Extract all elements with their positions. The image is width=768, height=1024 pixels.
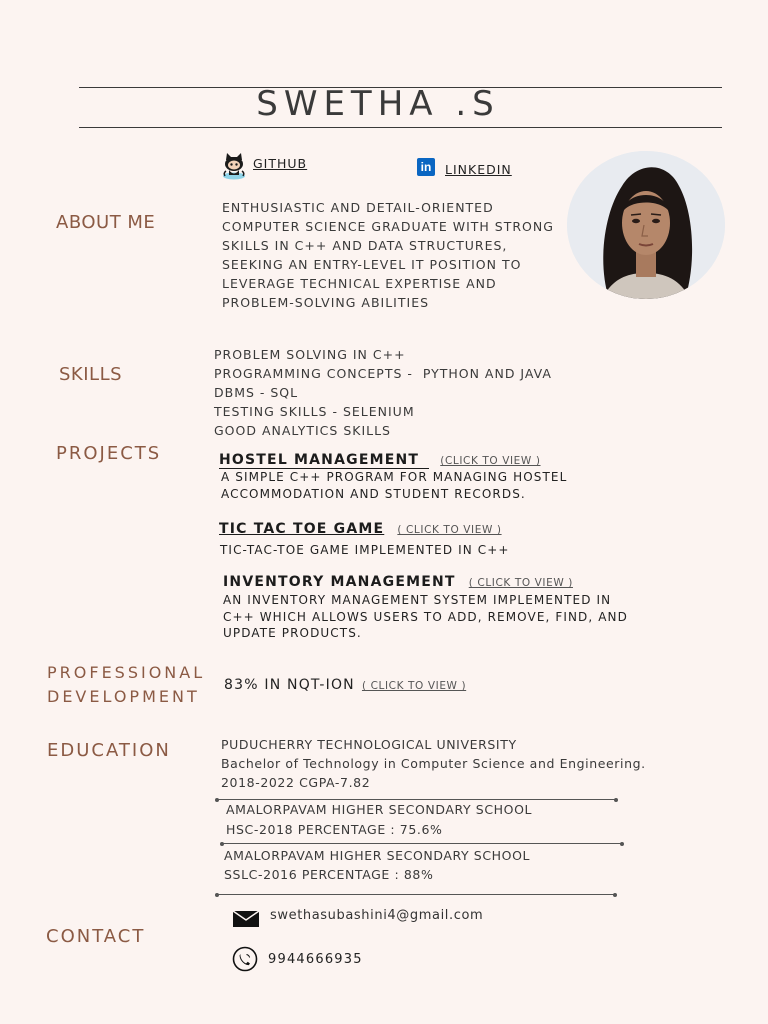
envelope-icon [232, 908, 260, 928]
about-text [222, 198, 554, 312]
project-inventory-title: INVENTORY MANAGEMENT [223, 574, 456, 590]
education-sslc [224, 846, 530, 884]
education-divider [222, 843, 622, 844]
professional-entry [224, 674, 466, 693]
professional-title-line: DEVELOPMENT [47, 687, 200, 706]
project-tictactoe-desc [220, 542, 510, 559]
skill-item: DBMS - SQL [214, 385, 299, 400]
linkedin-link[interactable] [417, 157, 512, 177]
project-desc-line: ACCOMMODATION AND STUDENT RECORDS. [221, 486, 526, 501]
professional-text: 83% IN NQT-ION [224, 677, 355, 693]
about-line: SEEKING AN ENTRY-LEVEL IT POSITION TO [222, 257, 522, 272]
skill-item: GOOD ANALYTICS SKILLS [214, 423, 391, 438]
project-tictactoe-link[interactable]: ( CLICK TO VIEW ) [397, 524, 502, 536]
skills-list [214, 345, 552, 440]
project-hostel [219, 449, 541, 468]
project-desc-line: C++ WHICH ALLOWS USERS TO ADD, REMOVE, FIND, AND [223, 609, 628, 624]
phone-icon [232, 946, 258, 972]
hsc-school: AMALORPAVAM HIGHER SECONDARY SCHOOL [226, 802, 533, 817]
degree-name: Bachelor of Technology in Computer Science and Engineering. [221, 756, 646, 771]
project-desc-line: UPDATE PRODUCTS. [223, 626, 362, 640]
sslc-school: AMALORPAVAM HIGHER SECONDARY SCHOOL [224, 848, 531, 863]
project-hostel-title: HOSTEL MANAGEMENT [219, 452, 429, 469]
github-link[interactable] [219, 149, 307, 181]
skill-item: PROBLEM SOLVING IN C++ [214, 347, 406, 362]
education-university [221, 735, 646, 792]
professional-title-line: PROFESSIONAL [47, 663, 206, 682]
projects-title: PROJECTS [56, 443, 162, 464]
about-title: ABOUT ME [56, 212, 156, 233]
skill-item: TESTING SKILLS - SELENIUM [214, 404, 415, 419]
project-inventory-desc [223, 592, 628, 642]
skills-title: SKILLS [59, 364, 123, 385]
project-desc-line: TIC-TAC-TOE GAME IMPLEMENTED IN C++ [220, 543, 510, 557]
email-address[interactable]: swethasubashini4@gmail.com [270, 907, 484, 923]
sslc-score: SSLC-2016 PERCENTAGE : 88% [224, 867, 434, 882]
professional-title [47, 661, 205, 709]
linkedin-icon: in [417, 158, 435, 176]
about-line: PROBLEM-SOLVING ABILITIES [222, 295, 430, 310]
project-desc-line: AN INVENTORY MANAGEMENT SYSTEM IMPLEMENTED IN [223, 593, 612, 607]
hsc-score: HSC-2018 PERCENTAGE : 75.6% [226, 822, 443, 837]
education-hsc [226, 800, 532, 839]
education-divider [217, 894, 615, 895]
project-desc-line: A SIMPLE C++ PROGRAM FOR MANAGING HOSTEL [221, 470, 568, 484]
profile-photo [567, 151, 725, 299]
education-title: EDUCATION [47, 740, 171, 761]
project-inventory-link[interactable]: ( CLICK TO VIEW ) [468, 577, 573, 589]
header-bottom-rule [79, 127, 722, 128]
about-line: ENTHUSIASTIC AND DETAIL-ORIENTED [222, 200, 494, 215]
contact-title: CONTACT [46, 926, 146, 947]
about-line: LEVERAGE TECHNICAL EXPERTISE AND [222, 276, 497, 291]
project-hostel-link[interactable]: (CLICK TO VIEW ) [440, 455, 541, 467]
university-name: PUDUCHERRY TECHNOLOGICAL UNIVERSITY [221, 737, 517, 752]
skill-item: PROGRAMMING CONCEPTS - PYTHON AND JAVA [214, 366, 552, 381]
project-hostel-desc [221, 469, 567, 502]
degree-years: 2018-2022 CGPA-7.82 [221, 775, 371, 790]
about-line: COMPUTER SCIENCE GRADUATE WITH STRONG [222, 219, 554, 234]
github-label[interactable]: GITHUB [253, 155, 308, 171]
email-row[interactable] [232, 908, 483, 928]
phone-number[interactable]: 9944666935 [268, 951, 363, 967]
about-line: SKILLS IN C++ AND DATA STRUCTURES, [222, 238, 508, 253]
project-tictactoe-title: TIC TAC TOE GAME [219, 521, 385, 537]
phone-row[interactable] [232, 946, 363, 972]
project-tictactoe [219, 518, 502, 537]
candidate-name: SWETHA .S [256, 84, 500, 124]
professional-link[interactable]: ( CLICK TO VIEW ) [361, 680, 467, 692]
github-icon [219, 149, 249, 181]
project-inventory [223, 571, 573, 590]
linkedin-label[interactable]: LINKEDIN [445, 161, 512, 177]
